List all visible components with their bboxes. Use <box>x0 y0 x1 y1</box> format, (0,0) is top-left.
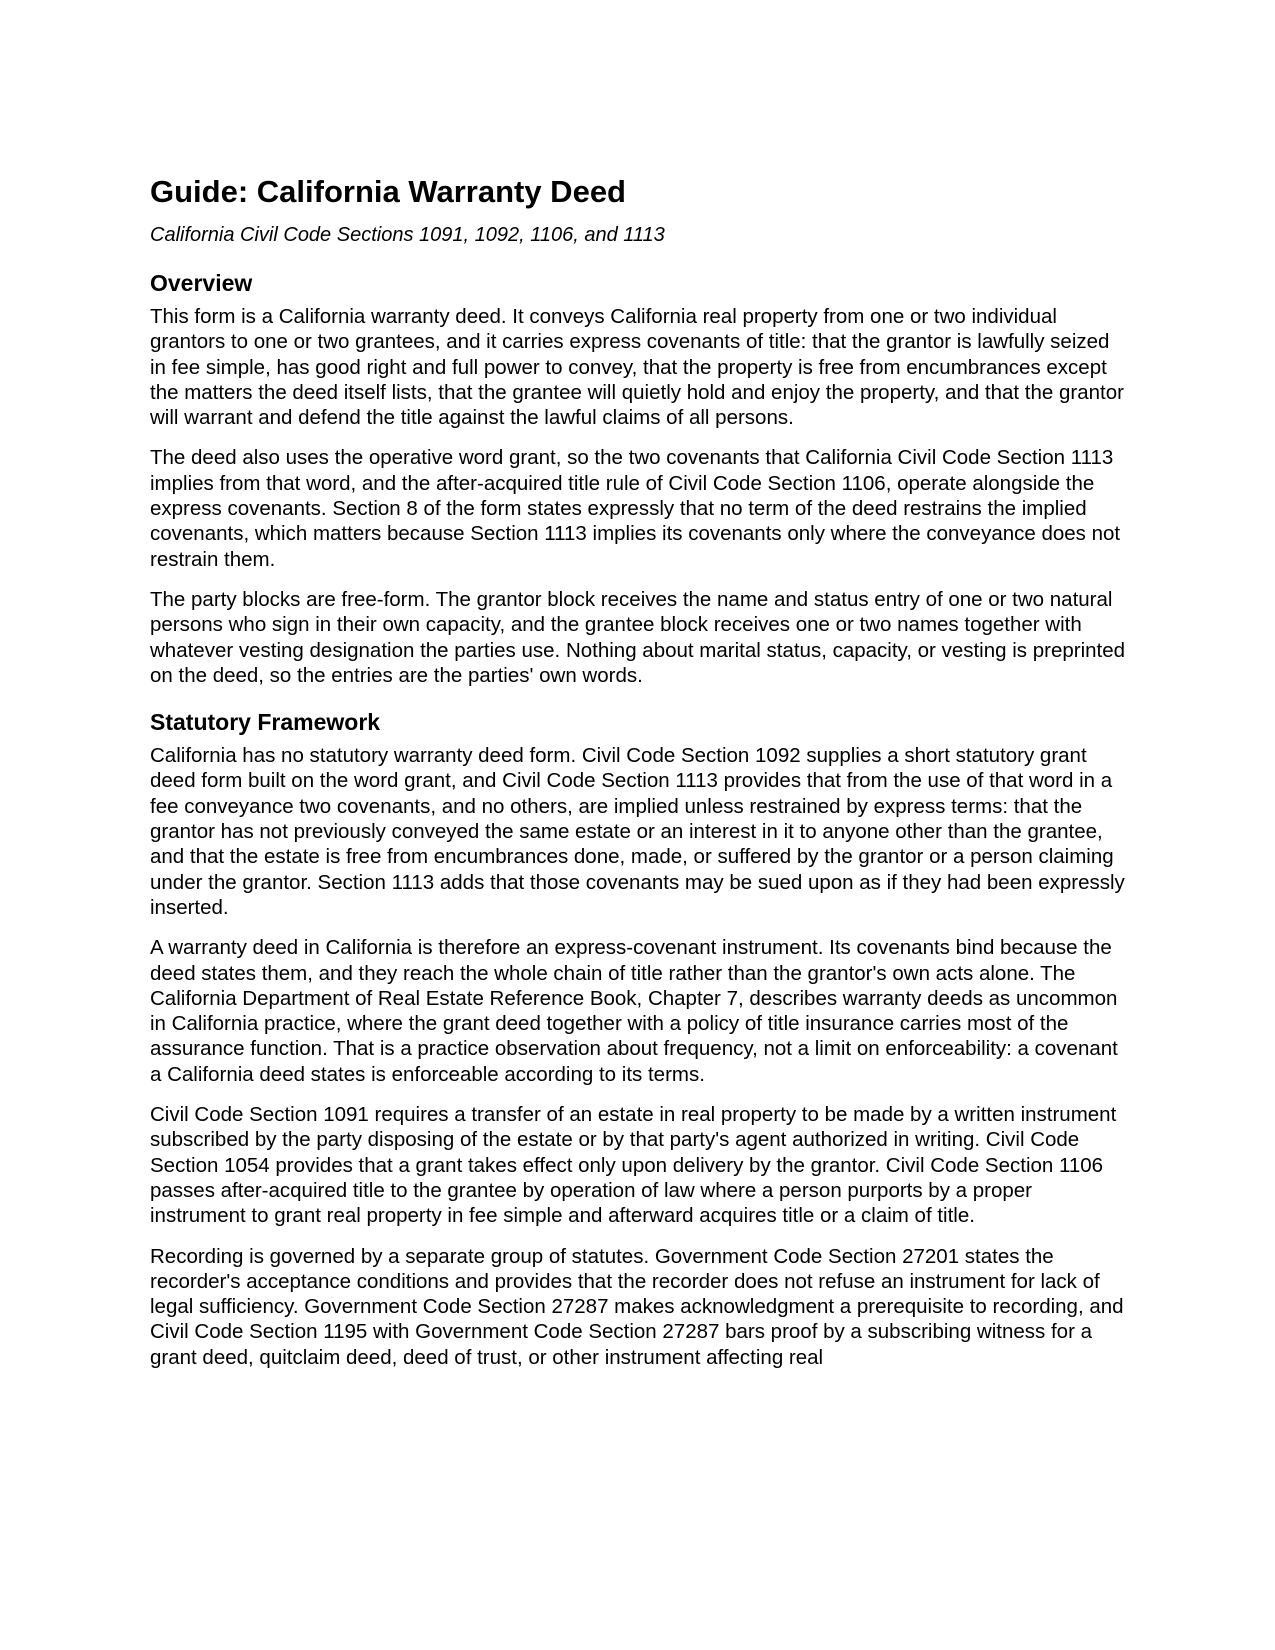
statutory-paragraph-2: A warranty deed in California is therefore an express-covenant instrument. Its covenants bind because the deed states them, and they reach the whole chain of title rather than the grantor's own acts alone. The California Department of Real Estate Reference Book, Chapter 7, describes warranty deeds as uncommon in California practice, where the grant deed together with a policy of title insurance carries most of the assurance function. That is a practice observation about frequency, not a limit on enforceability: a covenant a California deed states is enforceable according to its terms. <box>150 936 1118 1086</box>
statutory-paragraph-3: Civil Code Section 1091 requires a transfer of an estate in real property to be made by a written instrument subscribed by the party disposing of the estate or by that party's agent authorized in writing. Civil Code Section 1054 provides that a grant takes effect only upon delivery by the grantor. Civil Code Section 1106 passes after-acquired title to the grantee by operation of law where a person purports by a proper instrument to grant real property in fee simple and afterward acquires title or a claim of title. <box>150 1103 1117 1228</box>
overview-paragraph-3: The party blocks are free-form. The grantor block receives the name and status entry of one or two natural persons who sign in their own capacity, and the grantee block receives one or two names together with whatever vesting designation the parties use. Nothing about marital status, capacity, or vesting is preprinted on the deed, so the entries are the parties' own words. <box>150 587 1126 687</box>
statutory-paragraph-1: California has no statutory warranty deed form. Civil Code Section 1092 supplies a short statutory grant deed form built on the word grant, and Civil Code Section 1113 provides that from the use of that word in a fee conveyance two covenants, and no others, are implied unless restrained by express terms: that the grantor has not previously conveyed the same estate or an interest in it to anyone other than the grantee, and that the estate is free from encumbrances done, made, or suffered by the grantor or a person claiming under the grantor. Section 1113 adds that those covenants may be sued upon as if they had been expressly inserted. <box>150 744 1125 919</box>
overview-paragraph-2: The deed also uses the operative word grant, so the two covenants that California Civil Code Section 1113 implies from that word, and the after-acquired title rule of Civil Code Section 1106, operate alongside the express covenants. Section 8 of the form states expressly that no term of the deed restrains the implied covenants, which matters because Section 1113 implies its covenants only where the conveyance does not restrain them. <box>150 446 1121 571</box>
statutory-paragraph-4: Recording is governed by a separate group of statutes. Government Code Section 27201 states the recorder's acceptance conditions and provides that the recorder does not refuse an instrument for lack of legal sufficiency. Government Code Section 27287 makes acknowledgment a prerequisite to recording, and Civil Code Section 1195 with Government Code Section 27287 bars proof by a subscribing witness for a grant deed, quitclaim deed, deed of trust, or other instrument affecting real <box>150 1244 1124 1369</box>
document-page <box>150 172 1130 1370</box>
overview-paragraph-1: This form is a California warranty deed. It conveys California real property from one or two individual grantors to one or two grantees, and it carries express covenants of title: that the grantor is lawfully seized in fee simple, has good right and full power to convey, that the property is free from encumbrances except the matters the deed itself lists, that the grantee will quietly hold and enjoy the property, and that the grantor will warrant and defend the title against the lawful claims of all persons. <box>150 305 1124 430</box>
document-subtitle: California Civil Code Sections 1091, 1092, 1106, and 1113 <box>150 224 665 246</box>
section-heading-overview: Overview <box>150 270 253 296</box>
document-title: Guide: California Warranty Deed <box>150 174 626 209</box>
section-heading-statutory-framework: Statutory Framework <box>150 709 381 736</box>
